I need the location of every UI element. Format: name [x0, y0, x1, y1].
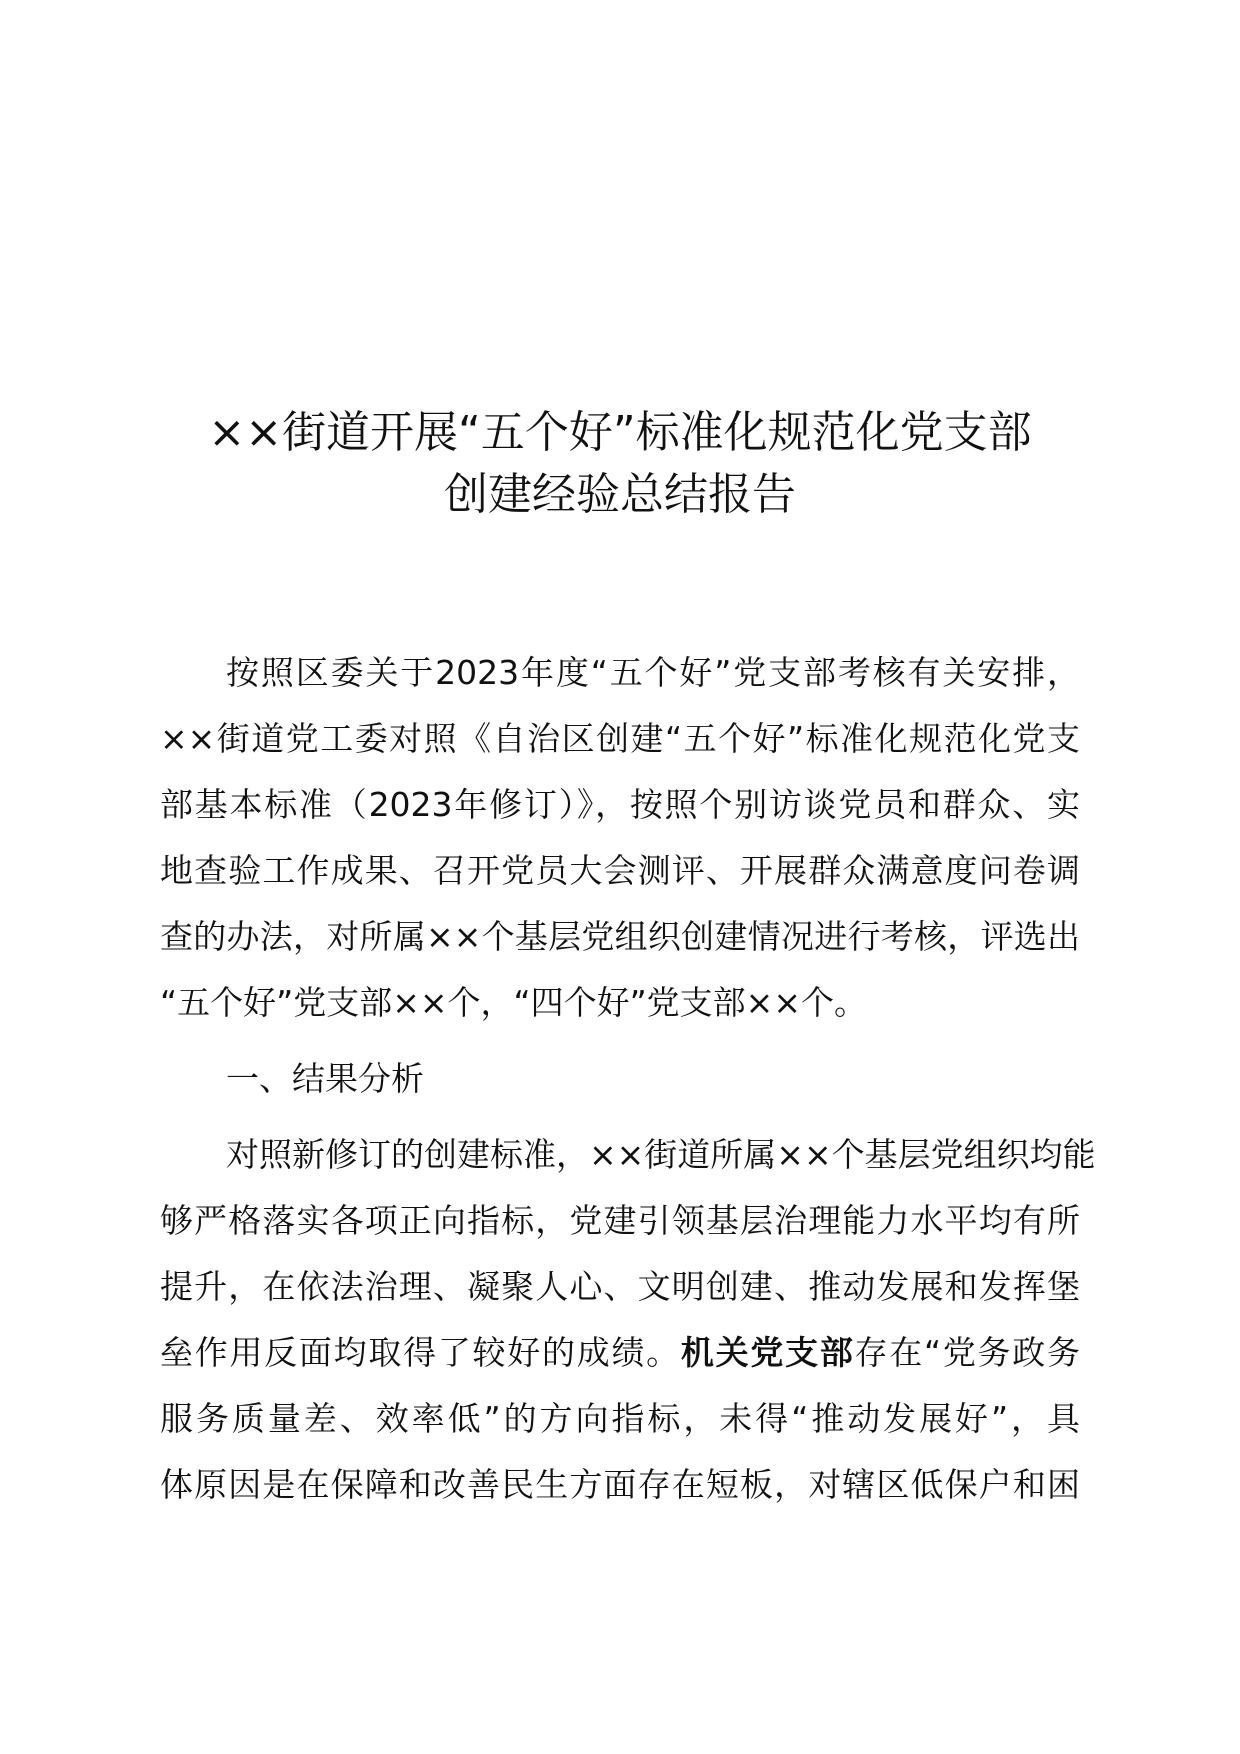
- intro-line: “五个好”党支部××个，“四个好”党支部××个。: [160, 983, 867, 1022]
- analysis-line-mixed: [160, 1320, 1080, 1386]
- analysis-line-tail: 存在“党务政务: [854, 1333, 1081, 1372]
- section-heading: [160, 1046, 1080, 1112]
- intro-line: 按照区委关于2023年度“五个好”党支部考核有关安排，: [226, 653, 1080, 692]
- document-title: [160, 402, 1080, 526]
- analysis-line: 提升，在依法治理、凝聚人心、文明创建、推动发展和发挥堡: [160, 1267, 1080, 1306]
- intro-line: 地查验工作成果、召开党员大会测评、开展群众满意度问卷调: [160, 851, 1080, 890]
- analysis-line: 服务质量差、效率低”的方向指标，未得“推动发展好”，具: [160, 1399, 1080, 1438]
- document-body: [160, 640, 1096, 1518]
- analysis-line-head: 垒作用反面均取得了较好的成绩。: [160, 1333, 681, 1372]
- analysis-paragraph: [160, 1122, 1096, 1518]
- title-line-1: ××街道开展“五个好”标准化规范化党支部: [208, 407, 1032, 458]
- section-heading-text: 一、结果分析: [226, 1059, 424, 1098]
- title-line-2: 创建经验总结报告: [444, 469, 796, 520]
- paragraph-gap: [160, 1036, 1080, 1046]
- analysis-line: 对照新修订的创建标准，××街道所属××个基层党组织均能: [226, 1135, 1096, 1174]
- intro-line: ××街道党工委对照《自治区创建“五个好”标准化规范化党支: [160, 719, 1080, 758]
- paragraph-gap: [160, 1112, 1080, 1122]
- intro-line: 查的办法，对所属××个基层党组织创建情况进行考核，评选出: [160, 917, 1080, 956]
- bold-term: 机关党支部: [680, 1333, 855, 1372]
- intro-line: 部基本标准（2023年修订）》，按照个别访谈党员和群众、实: [160, 785, 1080, 824]
- intro-paragraph: [160, 640, 1080, 1036]
- analysis-line: 够严格落实各项正向指标，党建引领基层治理能力水平均有所: [160, 1201, 1080, 1240]
- analysis-line: 体原因是在保障和改善民生方面存在短板，对辖区低保户和困: [160, 1465, 1080, 1504]
